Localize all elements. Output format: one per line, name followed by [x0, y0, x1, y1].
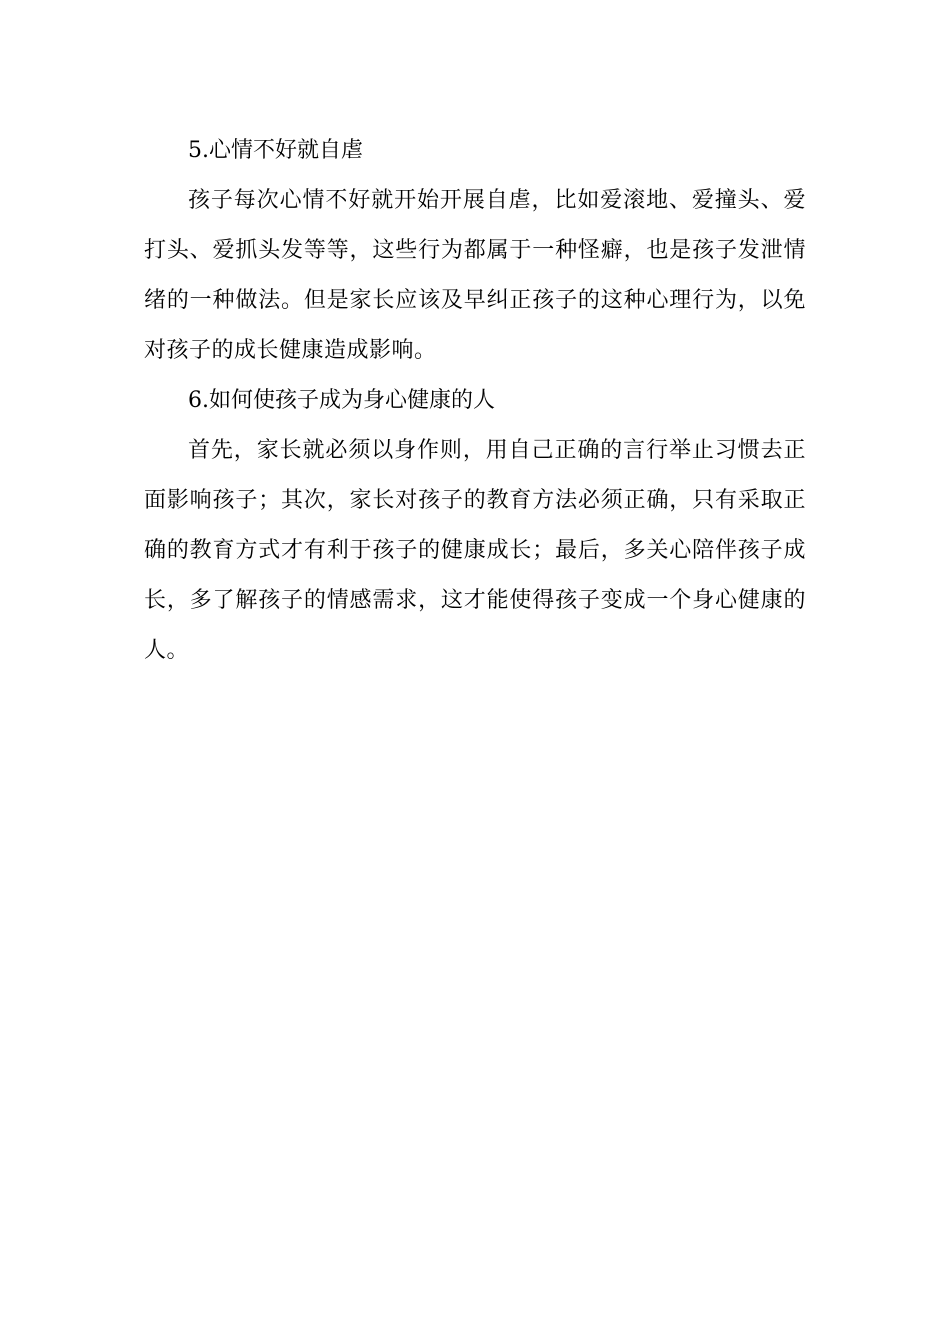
document-body	[144, 126, 806, 676]
section-heading-5: 5.心情不好就自虐	[188, 138, 363, 163]
section-heading-6: 6.如何使孩子成为身心健康的人	[188, 388, 495, 413]
section-paragraph-6: 首先，家长就必须以身作则，用自己正确的言行举止习惯去正面影响孩子；其次，家长对孩子的教育方法必须正确，只有采取正确的教育方式才有利于孩子的健康成长；最后，多关心陪伴孩子成长，多了解孩子的情感需求，这才能使得孩子变成一个身心健康的人。	[144, 438, 806, 663]
section-paragraph-5: 孩子每次心情不好就开始开展自虐，比如爱滚地、爱撞头、爱打头、爱抓头发等等，这些行为都属于一种怪癖，也是孩子发泄情绪的一种做法。但是家长应该及早纠正孩子的这种心理行为，以免对孩子的成长健康造成影响。	[144, 188, 806, 363]
